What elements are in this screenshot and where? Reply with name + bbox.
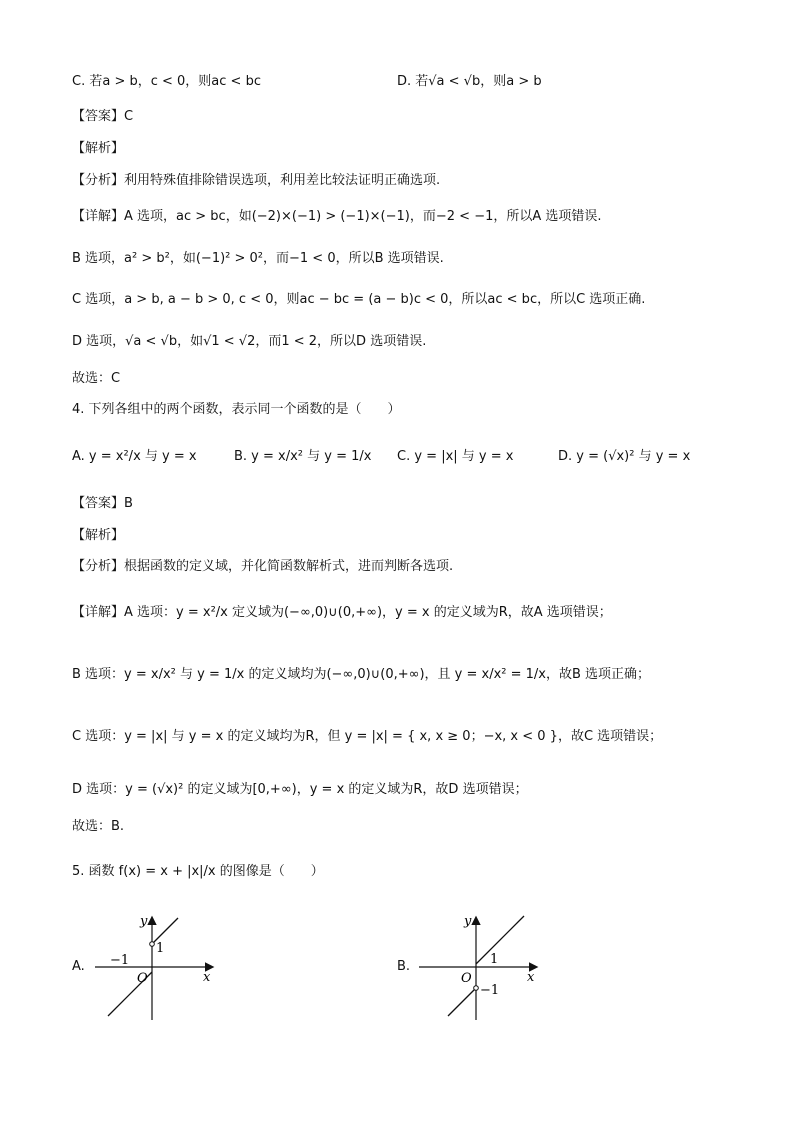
- q4-guxuan: 故选：B.: [72, 819, 125, 834]
- q3-xiangjie-d: D 选项，√a < √b，如√1 < √2，而1 < 2，所以D 选项错误.: [72, 334, 427, 349]
- q4-xiangjie-d: D 选项：y = (√x)² 的定义域为[0,+∞)，y = x 的定义域为R，故D 选项错误；: [72, 782, 528, 797]
- q3-xiangjie-b: B 选项，a² > b²，如(−1)² > 0²，而−1 < 0，所以B 选项错误.: [72, 251, 444, 266]
- label-neg-one: −1: [480, 983, 500, 998]
- q4-fenxi: 【分析】根据函数的定义域，并化简函数解析式，进而判断各选项.: [72, 559, 454, 574]
- q4-answer: 【答案】B: [72, 496, 133, 511]
- q3-jiexi: 【解析】: [72, 141, 125, 156]
- q4-option-a: A. y = x²/x 与 y = x: [72, 449, 197, 464]
- q3-xiangjie-a: 【详解】A 选项，ac > bc，如(−2)×(−1) > (−1)×(−1)，而−2 < −1，所以A 选项错误.: [72, 209, 602, 224]
- q3-answer: 【答案】C: [72, 109, 134, 124]
- graph-line-left: [448, 988, 476, 1016]
- origin-label: O: [461, 971, 472, 986]
- open-point: [474, 986, 479, 991]
- origin-label: O: [137, 971, 148, 986]
- q4-option-b: B. y = x/x² 与 y = 1/x: [234, 449, 372, 464]
- open-point: [150, 942, 155, 947]
- q3-guxuan: 故选：C: [72, 371, 121, 386]
- y-label: y: [464, 914, 472, 929]
- q4-option-d: D. y = (√x)² 与 y = x: [558, 449, 691, 464]
- q3-xiangjie-c: C 选项，a > b, a − b > 0, c < 0，则ac − bc = (a − b)c < 0，所以ac < bc，所以C 选项正确.: [72, 292, 646, 307]
- q4-xiangjie-b: B 选项：y = x/x² 与 y = 1/x 的定义域均为(−∞,0)∪(0,+∞)，且 y = x/x² = 1/x，故B 选项正确；: [72, 667, 651, 682]
- q4-xiangjie-a: 【详解】A 选项：y = x²/x 定义域为(−∞,0)∪(0,+∞)，y = x 的定义域为R，故A 选项错误；: [72, 605, 612, 620]
- q5-label-b: B.: [397, 959, 411, 974]
- q3-fenxi: 【分析】利用特殊值排除错误选项，利用差比较法证明正确选项.: [72, 173, 441, 188]
- q4-jiexi: 【解析】: [72, 528, 125, 543]
- y-label: y: [140, 914, 148, 929]
- q4-option-c: C. y = |x| 与 y = x: [397, 449, 514, 464]
- q5-label-a: A.: [72, 959, 85, 974]
- q4-stem: 4. 下列各组中的两个函数，表示同一个函数的是（ ）: [72, 402, 401, 417]
- label-one: 1: [156, 941, 165, 956]
- q5-graph-a: [90, 912, 220, 1024]
- label-neg-one: −1: [110, 953, 130, 968]
- x-label: x: [527, 970, 535, 985]
- graph-line-right: [476, 916, 524, 964]
- x-label: x: [203, 970, 211, 985]
- q5-graph-b: [414, 912, 544, 1024]
- q4-xiangjie-c: C 选项：y = |x| 与 y = x 的定义域均为R，但 y = |x| = { x, x ≥ 0；−x, x < 0 }，故C 选项错误；: [72, 729, 663, 744]
- label-one: 1: [490, 952, 499, 967]
- q5-stem: 5. 函数 f(x) = x + |x|/x 的图像是（ ）: [72, 864, 324, 879]
- q3-option-d: D. 若√a < √b，则a > b: [397, 74, 542, 89]
- q3-option-c: C. 若a > b，c < 0，则ac < bc: [72, 74, 261, 89]
